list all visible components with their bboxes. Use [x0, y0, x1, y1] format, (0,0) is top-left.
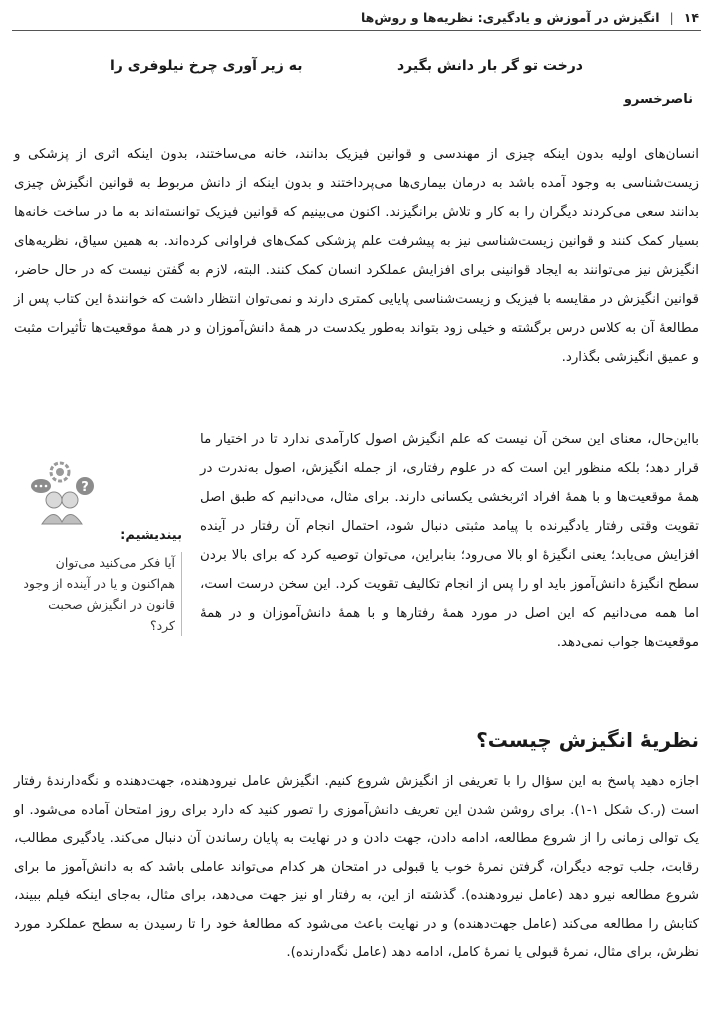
sidebar-question: آیا فکر می‌کنید می‌توان هم‌اکنون و یا در آینده از وجود قانون در انگیزش صحبت کرد؟ [22, 552, 182, 636]
body-paragraph-3: اجازه دهید پاسخ به این سؤال را با تعریفی از انگیزش شروع کنیم. انگیزش عامل نیرودهنده، جهت‌دهنده و نگه‌دارندهٔ رفتار است (ر.ک شکل ۱-۱). برای روشن شدن این تعریف دانش‌آموزی را تصور کنید که دارد برای روز امتحان آماده می‌شود. او یک توالی زمانی را از شروع مطالعه، ادامه دادن، جهت دادن و در نهایت به پایان رساندن آن دنبال می‌کند. یادگیری مطالب، رقابت، جلب توجه دیگران، گرفتن نمرهٔ خوب یا قبولی در امتحان هر کدام می‌تواند عاملی باشد که به دانش‌آموز ما برای شروع مطالعه نیرو دهد (عامل نیرودهنده). گذشته از این، به رفتار او نیز جهت می‌دهد، برای مثال، به‌جای اینکه فیلم ببیند، کتابش را مطالعه می‌کند (عامل جهت‌دهنده) و در نهایت باعث می‌شود که مطالعهٔ خود را تا رسیدن به سطح عملکرد مورد نظرش، برای مثال، نمرهٔ قبولی یا نمرهٔ کامل، ادامه دهد (عامل نگه‌دارنده). [14, 774, 699, 960]
body-paragraph-1: انسان‌های اولیه بدون اینکه چیزی از مهندسی و قوانین فیزیک بدانند، خانه می‌ساختند، بدون اینکه اثری از پزشکی و زیست‌شناسی به وجود آمده باشد به درمان بیماری‌ها می‌پرداختند و بدون اینکه از دانش مربوط به قوانین انگیزش چیزی بدانند سعی می‌کردند دیگران را به کار و تلاش برانگیزند. اکنون می‌بینیم که قوانین فیزیک توانسته‌اند به ما در ساخت خانه‌ها بسیار کمک کنند و قوانین زیست‌شناسی نیز به پیشرفت علم پزشکی کمک‌های فراوانی کرده‌اند. به همین سیاق، نظریه‌های انگیزش نیز می‌توانند به ایجاد قوانینی برای افزایش عملکرد انسان کمک کنند. البته، لازم به گفتن نیست که در حال حاضر، قوانین انگیزش در مقایسه با فیزیک و زیست‌شناسی پایایی کمتری دارند و نمی‌توان انتظار داشت که خوانندهٔ این کتاب پس از مطالعهٔ آن به کلاس درس برگشته و خیلی زود بتواند به‌طور یکدست در همهٔ دانش‌آموزان و در همهٔ موقعیت‌ها تأثیرات مثبت و عمیق انگیزشی بگذارد. [14, 147, 699, 365]
svg-text:?: ? [81, 480, 89, 495]
poem-hemistich-left: به زیر آوری چرخ نیلوفری را [110, 58, 303, 74]
running-header [14, 6, 699, 28]
sidebar-title: بیندیشیم: [120, 528, 182, 543]
poem-hemistich-right: درخت تو گر بار دانش بگیرد [396, 58, 583, 74]
epigraph-poem [110, 58, 583, 86]
header-divider [12, 30, 701, 31]
running-title: انگیزش در آموزش و یادگیری: نظریه‌ها و روش‌ها [360, 9, 660, 25]
reflection-sidebar [12, 460, 190, 690]
thinking-people-icon [30, 460, 100, 526]
body-paragraph-2: بااین‌حال، معنای این سخن آن نیست که علم انگیزش اصول کارآمدی ندارد تا در اختیار ما قرار دهد؛ بلکه منظور این است که در علوم رفتاری، از جمله انگیزش، اصول به‌ندرت در همهٔ موقعیت‌ها و با همهٔ افراد اثربخشی یکسانی دارند. برای مثال، می‌دانیم که طبق اصل تقویت وقتی رفتار یادگیرنده با پیامد مثبتی دنبال شود، احتمال انجام آن رفتار در آینده افزایش می‌یابد؛ یعنی انگیزهٔ او بالا می‌رود؛ بنابراین، می‌توان توصیه کرد که برای بالا بردن سطح انگیزهٔ دانش‌آموز باید او را پس از انجام تکالیف تقویت کرد. این سخن درست است، اما همه می‌دانیم که این اصل در مورد همهٔ رفتارها و با همهٔ دانش‌آموزان و در همهٔ موقعیت‌ها جواب نمی‌دهد. [200, 432, 699, 650]
poem-author: ناصرخسرو [623, 92, 693, 107]
header-separator: | [669, 9, 674, 25]
section-heading: نظریهٔ انگیزش چیست؟ [476, 728, 699, 752]
page-number: ۱۴ [683, 9, 699, 25]
